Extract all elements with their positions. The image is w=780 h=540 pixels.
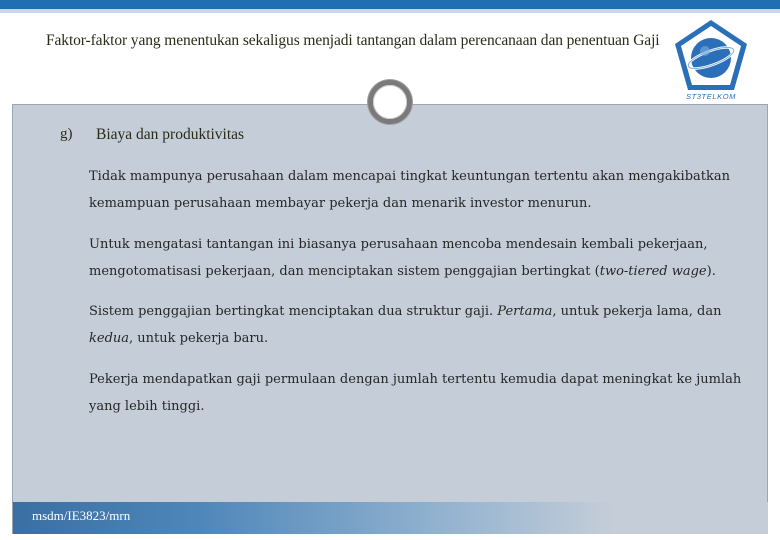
paragraph-3-text: Sistem penggajian bertingkat menciptakan dua struktur gaji. (89, 304, 498, 319)
paragraph-1: Tidak mampunya perusahaan dalam mencapai tingkat keuntungan tertentu akan mengakibatkan kemampuan perusahaan membayar pekerja dan menarik investor menurun. (89, 169, 730, 211)
footer-label: msdm/IE3823/mrn (32, 508, 131, 523)
paragraph-3-term-1: Pertama (497, 304, 553, 319)
paragraph-4: Pekerja mendapatkan gaji permulaan dengan jumlah tertentu kemudia dapat meningkat ke jumlah yang lebih tinggi. (89, 372, 742, 414)
bottom-border (0, 534, 780, 540)
paragraph-2-end: ). (706, 264, 716, 279)
logo-label: ST3TELKOM (686, 92, 736, 101)
slide-title: Faktor-faktor yang menentukan sekaligus menjadi tantangan dalam perencanaan dan penentuan Gaji (46, 32, 660, 49)
circle-ornament-inner (373, 85, 407, 119)
paragraph-2-text: Untuk mengatasi tantangan ini biasanya perusahaan mencoba mendesain kembali pekerjaan, mengotomatisasi pekerjaan, dan menciptakan sistem penggajian bertingkat ( (89, 237, 708, 279)
paragraph-3-term-2: kedua (89, 331, 130, 346)
paragraph-3-end: , untuk pekerja baru. (129, 331, 269, 346)
top-accent-bar-light (0, 9, 780, 13)
list-item-marker: g) (60, 126, 73, 142)
top-accent-bar (0, 0, 780, 9)
paragraph-3 (89, 298, 759, 352)
paragraph-3-mid: , untuk pekerja lama, dan (552, 304, 722, 319)
paragraph-2-term: two-tiered wage (599, 264, 707, 279)
paragraph-2 (89, 231, 759, 285)
item-heading: Biaya dan produktivitas (96, 126, 245, 143)
st3telkom-logo (672, 18, 750, 102)
